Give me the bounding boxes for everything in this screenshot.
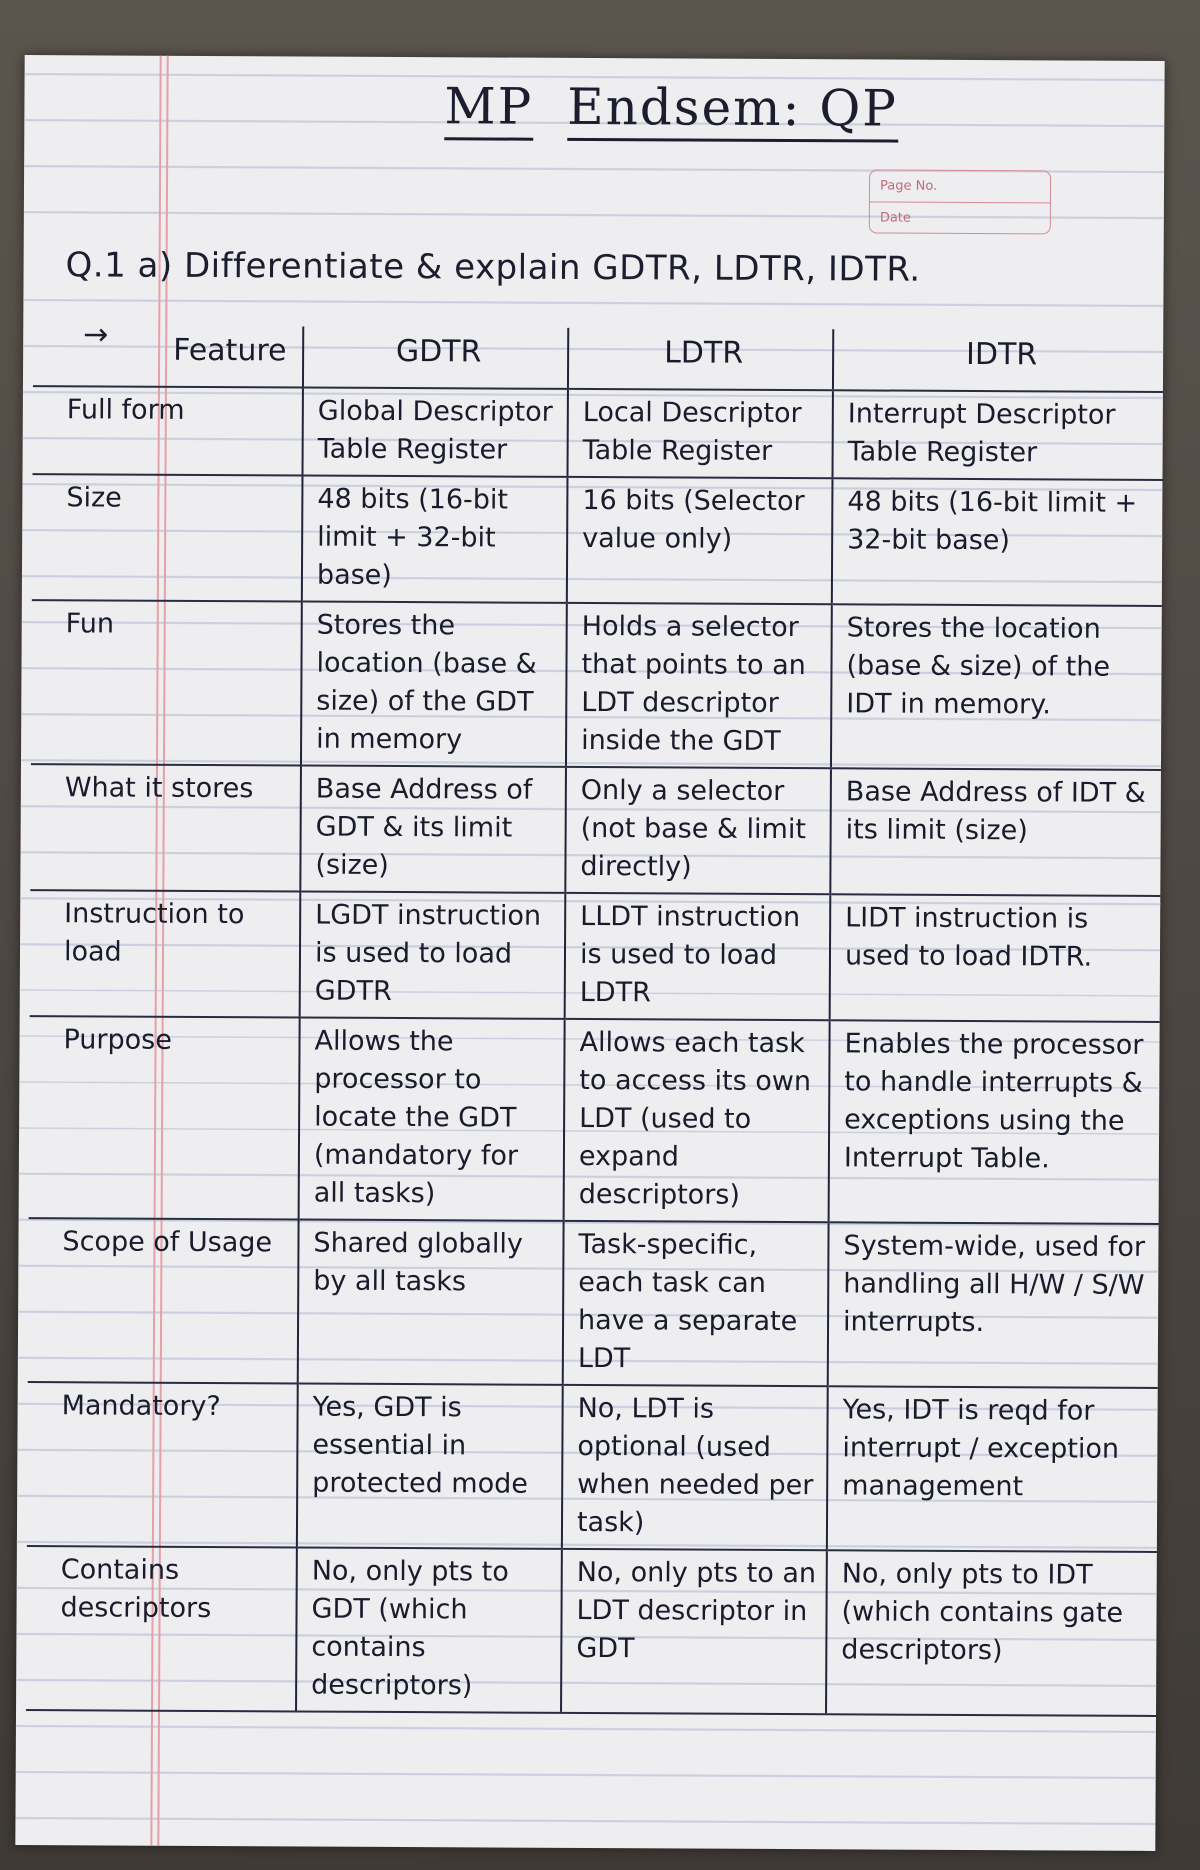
idtr-cell: LIDT instruction is used to load IDTR. — [830, 894, 1161, 1022]
gdtr-cell: Shared globally by all tasks — [298, 1219, 564, 1384]
feature-cell: Size — [32, 474, 303, 601]
table-row — [30, 890, 1161, 1022]
header-feature: Feature — [33, 325, 303, 387]
ldtr-cell: Holds a selector that points to an LDT descriptor inside the GDT — [566, 603, 832, 768]
feature-cell: Instruction to load — [30, 890, 301, 1017]
idtr-cell: System-wide, used for handling all H/W / S/W interrupts. — [828, 1222, 1159, 1388]
date-label: Date — [870, 201, 1050, 234]
ldtr-cell: LLDT instruction is used to load LDTR — [565, 893, 831, 1020]
table-row — [26, 1546, 1157, 1716]
idtr-cell: Base Address of IDT & its limit (size) — [830, 768, 1161, 896]
gdtr-cell: Stores the location (base & size) of the GDT in memory — [301, 601, 567, 766]
gdtr-cell: LGDT instruction is used to load GDTR — [300, 891, 566, 1018]
feature-cell: What it stores — [30, 764, 301, 891]
comparison-table — [26, 325, 1163, 1717]
table-header-row — [33, 325, 1163, 392]
table-row — [31, 600, 1162, 770]
ldtr-cell: No, LDT is optional (used when needed per task) — [562, 1385, 828, 1550]
feature-cell: Purpose — [29, 1016, 300, 1219]
question-heading: Q.1 a) Differentiate & explain GDTR, LDTR, IDTR. — [65, 245, 921, 290]
gdtr-cell: No, only pts to GDT (which contains descriptors) — [296, 1547, 562, 1712]
ldtr-cell: Allows each task to access its own LDT (used to expand descriptors) — [564, 1019, 830, 1222]
idtr-cell: Enables the processor to handle interrupts & exceptions using the Interrupt Table. — [829, 1020, 1160, 1224]
title-right: Endsem: QP — [567, 78, 898, 143]
ldtr-cell: Local Descriptor Table Register — [567, 389, 832, 478]
header-idtr: IDTR — [833, 329, 1163, 392]
ldtr-cell: No, only pts to an LDT descriptor in GDT — [561, 1549, 827, 1714]
feature-cell: Full form — [32, 386, 302, 475]
gdtr-cell: Global Descriptor Table Register — [302, 387, 567, 476]
table-row — [32, 386, 1162, 480]
idtr-cell: 48 bits (16-bit limit + 32-bit base) — [832, 478, 1163, 606]
page-date-box — [869, 169, 1051, 234]
idtr-cell: Yes, IDT is reqd for interrupt / exception management — [827, 1386, 1158, 1552]
gdtr-cell: Yes, GDT is essential in protected mode — [297, 1383, 563, 1548]
arrow-icon: → — [83, 317, 109, 353]
table-row — [30, 764, 1161, 896]
table-row — [32, 474, 1163, 606]
ldtr-cell: Only a selector (not base & limit directly) — [565, 767, 831, 894]
gdtr-cell: 48 bits (16-bit limit + 32-bit base) — [302, 475, 568, 602]
idtr-cell: Interrupt Descriptor Table Register — [832, 390, 1162, 480]
table-row — [27, 1382, 1158, 1552]
ldtr-cell: Task-specific, each task can have a separate LDT — [563, 1221, 829, 1386]
title-left: MP — [444, 77, 533, 140]
gdtr-cell: Base Address of GDT & its limit (size) — [300, 765, 566, 892]
notebook-page — [15, 55, 1164, 1851]
gdtr-cell: Allows the processor to locate the GDT (mandatory for all tasks) — [299, 1017, 565, 1220]
table-row — [29, 1016, 1160, 1224]
idtr-cell: Stores the location (base & size) of the IDT in memory. — [831, 604, 1162, 770]
page-no-label: Page No. — [879, 178, 938, 194]
feature-cell: Scope of Usage — [28, 1218, 299, 1383]
feature-cell: Contains descriptors — [26, 1546, 297, 1711]
header-ldtr: LDTR — [568, 328, 833, 390]
page-title — [444, 77, 914, 137]
idtr-cell: No, only pts to IDT (which contains gate descriptors) — [826, 1550, 1157, 1716]
table-row — [28, 1218, 1159, 1388]
header-gdtr: GDTR — [303, 326, 568, 388]
feature-cell: Fun — [31, 600, 302, 765]
ldtr-cell: 16 bits (Selector value only) — [567, 477, 833, 604]
feature-cell: Mandatory? — [27, 1382, 298, 1547]
